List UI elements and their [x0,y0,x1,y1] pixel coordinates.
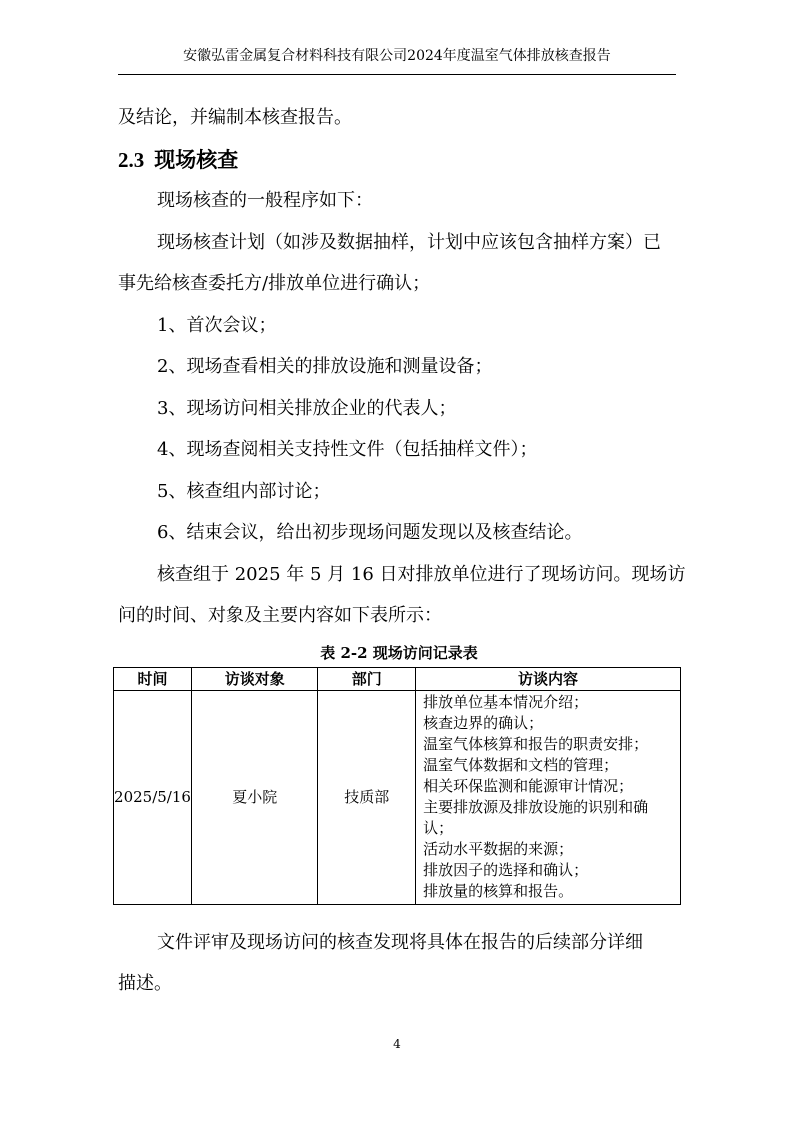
header-interviewee: 访谈对象 [191,668,317,691]
plan-paragraph-line-1: 现场核查计划（如涉及数据抽样，计划中应该包含抽样方案）已 [157,232,661,253]
step-item: 5、核查组内部讨论； [157,481,331,502]
table-row [114,691,681,905]
continuation-text: 及结论，并编制本核查报告。 [118,107,352,128]
content-line: 排放单位基本情况介绍； [423,693,589,711]
section-heading [118,146,238,174]
plan-paragraph-line-2: 事先给核查委托方/排放单位进行确认； [118,273,431,294]
table-header-row [114,668,681,691]
step-item: 4、现场查阅相关支持性文件（包括抽样文件）； [157,439,538,460]
intro-paragraph: 现场核查的一般程序如下： [157,190,373,211]
header-department: 部门 [318,668,416,691]
content-line: 温室气体数据和文档的管理； [423,756,619,774]
cell-department: 技质部 [318,691,416,905]
cell-content [416,691,681,905]
visit-paragraph-line-2: 问的时间、对象及主要内容如下表所示： [118,605,442,626]
page-number: 4 [393,1037,401,1051]
table-caption: 表 2-2 现场访问记录表 [320,644,478,662]
step-item: 1、首次会议； [157,315,277,336]
step-item: 6、结束会议，给出初步现场问题发现以及核查结论。 [157,522,583,543]
visit-paragraph-line-1: 核查组于 2025 年 5 月 16 日对排放单位进行了现场访问。现场访 [157,564,686,585]
section-number: 2.3 [118,148,145,172]
cell-date: 2025/5/16 [114,691,192,905]
section-title: 现场核查 [154,147,239,172]
content-line: 温室气体核算和报告的职责安排； [423,735,649,753]
closing-paragraph-line-1: 文件评审及现场访问的核查发现将具体在报告的后续部分详细 [157,932,643,953]
step-item: 2、现场查看相关的排放设施和测量设备； [157,356,493,377]
content-line: 主要排放源及排放设施的识别和确 [423,798,649,816]
content-line: 排放因子的选择和确认； [423,861,589,879]
content-line: 排放量的核算和报告。 [423,882,574,900]
header-time: 时间 [114,668,192,691]
visit-record-table [113,667,681,905]
content-line: 核查边界的确认； [423,714,544,732]
closing-paragraph-line-2: 描述。 [118,973,172,994]
page-header: 安徽弘雷金属复合材料科技有限公司2024年度温室气体排放核查报告 [183,48,611,64]
header-divider [118,74,676,75]
step-item: 3、现场访问相关排放企业的代表人； [157,398,457,419]
cell-interviewee: 夏小院 [191,691,317,905]
content-line: 认； [423,819,454,837]
content-line: 活动水平数据的来源； [423,840,574,858]
content-line: 相关环保监测和能源审计情况； [423,777,634,795]
header-content: 访谈内容 [416,668,681,691]
